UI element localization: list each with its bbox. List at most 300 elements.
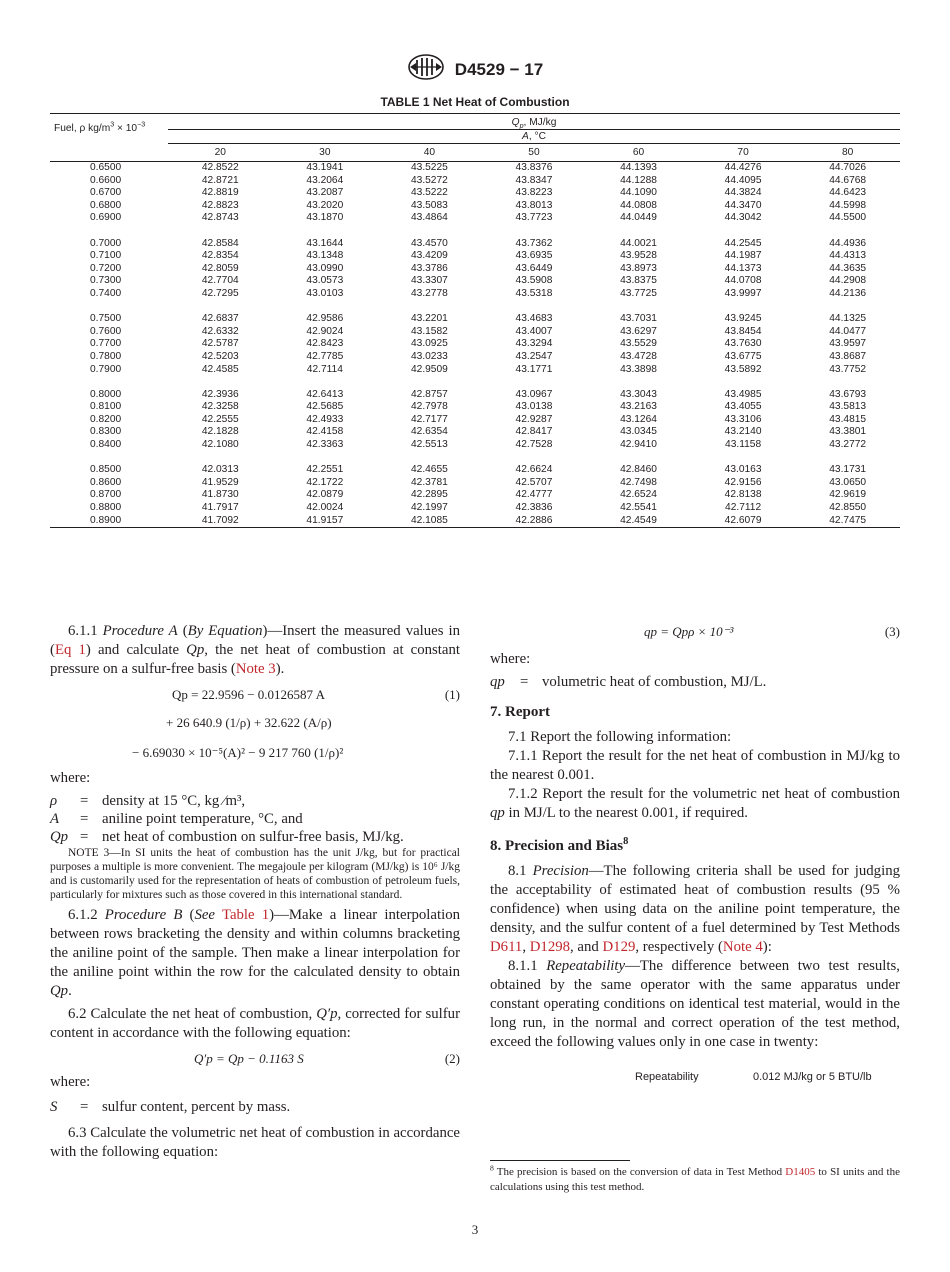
qp-cell: 43.2163: [620, 401, 657, 413]
qp-cell: 42.2551: [306, 464, 344, 476]
eq3-number: (3): [884, 624, 900, 639]
qp-cell: 44.0449: [620, 212, 657, 224]
qp-cell: 44.0477: [829, 325, 867, 337]
qp-cell: 42.2895: [410, 489, 448, 501]
qp-cell: 43.8687: [829, 350, 867, 362]
qp-cell: 42.5707: [515, 476, 553, 488]
qp-cell: 43.5908: [515, 275, 553, 287]
table-row: [50, 338, 900, 351]
qp-cell: 43.3307: [410, 275, 448, 287]
eq1-number: (1): [444, 687, 460, 702]
qp-cell: 43.1644: [306, 237, 344, 249]
footnote-divider: [490, 1160, 630, 1161]
qp-cell: 43.0163: [724, 464, 762, 476]
qp-cell: 43.1870: [306, 212, 344, 224]
qp-cell: 42.2886: [515, 514, 553, 526]
qp-cell: 43.0967: [515, 388, 553, 400]
qp-cell: 44.6768: [829, 174, 867, 186]
qp-cell: 43.2087: [306, 187, 344, 199]
table-row: [50, 275, 900, 288]
table-row: [50, 477, 900, 490]
density-cell: 0.8000: [90, 388, 122, 400]
qp-cell: 43.4864: [410, 212, 448, 224]
qp-cell: 44.1393: [620, 162, 657, 173]
qp-cell: 44.1373: [724, 262, 762, 274]
qp-cell: 44.2908: [829, 275, 867, 287]
qp-cell: 43.8376: [515, 162, 553, 173]
qp-cell: 42.4655: [410, 464, 448, 476]
qp-cell: 43.5225: [410, 162, 448, 173]
qp-cell: 44.3470: [724, 199, 762, 211]
qp-cell: 42.8460: [620, 464, 657, 476]
density-cell: 0.7600: [90, 325, 122, 337]
qp-cell: 42.7704: [201, 275, 239, 287]
qp-cell: 42.8823: [201, 199, 239, 211]
qp-cell: 42.9287: [515, 413, 553, 425]
definition-sym: A: [50, 811, 60, 827]
qp-cell: 43.2140: [724, 426, 762, 438]
qp-cell: 43.2547: [515, 350, 553, 362]
qp-cell: 43.4985: [724, 388, 762, 400]
density-cell: 0.8100: [90, 401, 122, 413]
density-cell: 0.7700: [90, 338, 122, 350]
d129-link[interactable]: D129: [602, 939, 636, 955]
astm-logo-icon: [407, 54, 445, 85]
qp-cell: 43.8375: [620, 275, 657, 287]
qp-cell: 42.7528: [515, 439, 553, 451]
qp-cell: 42.6354: [410, 426, 448, 438]
qp-header: $Q_p$, MJ/kg: [168, 114, 900, 130]
qp-cell: 43.3106: [724, 413, 762, 425]
density-cell: 0.8900: [90, 514, 122, 526]
qp-cell: 42.6413: [306, 388, 344, 400]
repeatability-value: 0.012 MJ/kg or 5 BTU/lb: [753, 1071, 872, 1083]
qp-cell: 43.5813: [829, 401, 867, 413]
density-cell: 0.6500: [90, 162, 122, 173]
qp-cell: 42.9586: [306, 313, 344, 325]
qp-cell: 42.7785: [306, 350, 344, 362]
qp-cell: 42.6332: [201, 325, 239, 337]
qp-cell: 43.4683: [515, 313, 553, 325]
qp-cell: 42.6524: [620, 489, 657, 501]
qp-cell: 43.3043: [620, 388, 657, 400]
density-cell: 0.8700: [90, 489, 122, 501]
qp-cell: 42.1997: [410, 502, 448, 514]
repeatability-line: [490, 1068, 900, 1087]
density-cell: 0.8400: [90, 439, 122, 451]
qp-cell: 43.5222: [410, 187, 448, 199]
qp-cell: 42.7177: [410, 413, 448, 425]
qp-cell: 43.0990: [306, 262, 344, 274]
qp-cell: 42.5203: [201, 350, 239, 362]
qp-cell: 44.4313: [829, 250, 867, 262]
qp-cell: 44.3042: [724, 212, 762, 224]
density-cell: 0.7200: [90, 262, 122, 274]
qp-cell: 43.0233: [410, 350, 448, 362]
qp-cell: 43.1158: [725, 439, 762, 451]
page-number: 3: [471, 1222, 479, 1237]
qp-cell: 43.4209: [410, 250, 448, 262]
definition-eq: =: [80, 811, 89, 827]
table-row: [50, 313, 900, 326]
qp-cell: 42.8757: [410, 388, 448, 400]
para-8-1: 8.1 Precision—The following criteria shall be used for judging the acceptability of estimated heat of combustion results (95 % confidence) when using data on the aniline point temperature, the density, and the sulfur content of a fuel determined by Test Methods D611, D1298, and D129, respectively (Note 4):: [490, 863, 900, 955]
designation: D4529 − 17: [454, 59, 544, 79]
qp-cell: 43.2778: [410, 287, 448, 299]
qp-cell: 42.2555: [201, 413, 239, 425]
qp-cell: 44.3824: [724, 187, 762, 199]
qp-cell: 43.8973: [620, 262, 657, 274]
definition-sym: Qp: [50, 829, 69, 845]
density-cell: 0.6800: [90, 199, 122, 211]
table-row: [50, 351, 900, 364]
qp-cell: 42.8354: [201, 250, 239, 262]
qp-cell: 43.0103: [306, 287, 344, 299]
page-header: [0, 54, 950, 85]
density-cell: 0.7500: [90, 313, 122, 325]
density-cell: 0.7300: [90, 275, 122, 287]
qp-cell: 42.8138: [724, 489, 762, 501]
qp-cell: 43.0650: [829, 476, 867, 488]
qp-cell: 43.5892: [724, 363, 762, 375]
table1-link[interactable]: Table 1: [221, 907, 270, 923]
d1298-link[interactable]: D1298: [529, 939, 571, 955]
d1405-link[interactable]: D1405: [785, 1166, 816, 1178]
qp-cell: 44.2545: [724, 237, 762, 249]
qp-cell: 42.8743: [201, 212, 239, 224]
eq2-number: (2): [444, 1051, 460, 1066]
qp-cell: 43.5529: [620, 338, 657, 350]
qp-cell: 41.9529: [201, 476, 239, 488]
definition-eq: =: [80, 829, 89, 845]
qp-cell: 43.8013: [515, 199, 553, 211]
temp-header-40: 40: [423, 147, 436, 158]
qp-cell: 43.0345: [620, 426, 657, 438]
qp-cell: 42.5541: [620, 502, 657, 514]
qp-cell: 44.0808: [620, 199, 657, 211]
definition-qp: qp = volumetric heat of combustion, MJ/L.: [490, 674, 767, 690]
heat-table: [50, 113, 900, 528]
qp-cell: 44.1325: [829, 313, 867, 325]
density-cell: 0.6700: [90, 187, 122, 199]
qp-cell: 44.4936: [829, 237, 867, 249]
definition-eq: =: [80, 793, 89, 809]
definition-s: S = sulfur content, percent by mass.: [50, 1099, 291, 1115]
temp-header-80: 80: [842, 147, 854, 158]
table-title: TABLE 1 Net Heat of Combustion: [380, 95, 570, 109]
qp-cell: 43.2064: [306, 174, 344, 186]
qp-cell: 44.7026: [829, 162, 867, 173]
qp-cell: 44.3635: [829, 262, 867, 274]
density-cell: 0.8600: [90, 476, 122, 488]
density-cell: 0.6600: [90, 174, 122, 186]
qp-cell: 42.7295: [201, 287, 239, 299]
qp-cell: 42.6837: [201, 313, 239, 325]
qp-cell: 43.1348: [306, 250, 344, 262]
qp-cell: 43.6935: [515, 250, 553, 262]
eq1-link[interactable]: Eq 1: [54, 642, 86, 658]
qp-cell: 42.8417: [515, 426, 553, 438]
density-cell: 0.7400: [90, 287, 122, 299]
table-row: [50, 326, 900, 339]
qp-cell: 44.1987: [724, 250, 762, 262]
qp-cell: 42.3836: [515, 502, 553, 514]
qp-cell: 43.9597: [829, 338, 867, 350]
para-6-1-1: 6.1.1 Procedure A (By Equation)—Insert the measured values in (Eq 1) and calculate Qp, the net heat of combustion at constant pressure on a sulfur-free basis (Note 3).: [50, 623, 460, 677]
qp-cell: 44.1288: [620, 174, 657, 186]
para-6-2: 6.2 Calculate the net heat of combustion, Q′p, corrected for sulfur content in accordance with the following equation:: [50, 1006, 460, 1041]
definitions-1: [50, 792, 460, 846]
density-cell: 0.6900: [90, 212, 122, 224]
footnote-8: $^8$ The precision is based on the conversion of data in Test Method D1405 to SI units and the calculations using this test method.: [490, 1163, 900, 1193]
qp-cell: 42.3781: [410, 476, 448, 488]
equation-2: [50, 1043, 460, 1073]
qp-cell: 43.1264: [620, 413, 657, 425]
density-cell: 0.8300: [90, 426, 122, 438]
qp-cell: 43.1731: [829, 464, 867, 476]
qp-cell: 43.3294: [515, 338, 553, 350]
qp-cell: 44.6423: [829, 187, 867, 199]
qp-cell: 41.7917: [201, 502, 239, 514]
table-row: [50, 263, 900, 276]
density-cell: 0.8200: [90, 413, 122, 425]
table-row: [50, 389, 900, 402]
table-row: [50, 515, 900, 528]
qp-cell: 42.4933: [306, 413, 344, 425]
temp-header-30: 30: [319, 147, 331, 158]
definition-item: [50, 810, 460, 828]
qp-cell: 43.9245: [724, 313, 762, 325]
definition-text: net heat of combustion on sulfur-free basis, MJ/kg.: [102, 829, 404, 845]
qp-cell: 42.9410: [620, 439, 657, 451]
note3-link[interactable]: Note 3: [235, 661, 276, 677]
qp-cell: 43.5318: [515, 287, 553, 299]
density-cell: 0.7100: [90, 250, 122, 262]
left-column: [50, 622, 460, 1162]
qp-cell: 43.0925: [410, 338, 448, 350]
qp-cell: 42.8721: [201, 174, 239, 186]
qp-cell: 43.0138: [515, 401, 553, 413]
where-2: where:: [50, 1074, 91, 1090]
qp-cell: 42.4585: [201, 363, 239, 375]
definition-sym: ρ: [50, 793, 58, 809]
density-cell: 0.7000: [90, 237, 122, 249]
eq1-line3: − 6.69030 × 10⁻⁵(A)² − 9 217 760 (1/ρ)²: [132, 745, 344, 760]
qp-cell: 43.2020: [306, 199, 344, 211]
temp-header-70: 70: [737, 147, 749, 158]
qp-cell: 44.4276: [724, 162, 762, 173]
qp-cell: 43.1582: [410, 325, 448, 337]
qp-cell: 43.4007: [515, 325, 553, 337]
qp-cell: 42.0024: [306, 502, 344, 514]
density-cell: 0.7900: [90, 363, 122, 375]
table-row: [50, 200, 900, 213]
qp-cell: 42.7978: [410, 401, 448, 413]
eq2-body: Q′p = Qp − 0.1163 S: [194, 1051, 304, 1066]
temp-header-20: 20: [214, 147, 226, 158]
qp-cell: 42.6079: [724, 514, 762, 526]
table-row: [50, 162, 900, 175]
density-cell: 0.8800: [90, 502, 122, 514]
qp-cell: 42.9156: [724, 476, 762, 488]
qp-cell: 42.7112: [725, 502, 762, 514]
qp-cell: 43.6297: [620, 325, 657, 337]
qp-cell: 44.1090: [620, 187, 657, 199]
eq1-line1: Qp = 22.9596 − 0.0126587 A: [172, 687, 325, 702]
qp-cell: 42.4158: [306, 426, 344, 438]
definition-text: density at 15 °C, kg ⁄m³,: [102, 793, 246, 809]
table-row: [50, 401, 900, 414]
qp-cell: 42.7498: [620, 476, 657, 488]
qp-cell: 43.6449: [515, 262, 553, 274]
qp-cell: 42.9509: [410, 363, 448, 375]
qp-cell: 42.0313: [201, 464, 239, 476]
qp-cell: 44.5998: [829, 199, 867, 211]
para-6-1-2: 6.1.2 Procedure B (See Table 1)—Make a linear interpolation between rows bracketing the density and within columns bracketing the aniline point of the sample. Then make a linear interpolation for the aniline point within the row for the calculated density to obtain Qp.: [50, 907, 460, 999]
qp-cell: 43.1771: [515, 363, 553, 375]
definition-item: [50, 792, 460, 810]
qp-cell: 42.0879: [306, 489, 344, 501]
qp-cell: 43.2201: [410, 313, 448, 325]
group-spacer: [50, 301, 900, 314]
table-row: [50, 364, 900, 377]
table-row: [50, 489, 900, 502]
equation-1: [50, 679, 460, 707]
table-row: [50, 288, 900, 301]
qp-cell: 43.3898: [620, 363, 657, 375]
qp-cell: 43.1941: [306, 162, 344, 173]
qp-cell: 43.9997: [724, 287, 762, 299]
para-7-1-1: 7.1.1 Report the result for the net heat of combustion in MJ/kg to the nearest 0.001.: [490, 748, 900, 783]
qp-cell: 42.3936: [201, 388, 239, 400]
qp-cell: 43.3786: [410, 262, 448, 274]
table-row: [50, 464, 900, 477]
table-row: [50, 502, 900, 515]
blank-header-cell: [50, 144, 168, 162]
qp-cell: 42.3363: [306, 439, 344, 451]
qp-cell: 43.8454: [724, 325, 762, 337]
qp-cell: 42.8059: [201, 262, 239, 274]
qp-cell: 44.0021: [620, 237, 657, 249]
eq1-line3-wrap: [50, 737, 460, 769]
qp-cell: 42.9024: [306, 325, 344, 337]
qp-cell: 43.9528: [620, 250, 657, 262]
qp-cell: 42.9619: [829, 489, 867, 501]
density-cell: 0.8500: [90, 464, 122, 476]
table-row: [50, 175, 900, 188]
d611-link[interactable]: D611: [490, 939, 523, 955]
qp-cell: 42.7475: [829, 514, 867, 526]
table-row: [50, 426, 900, 439]
qp-cell: 42.8522: [201, 162, 239, 173]
density-cell: 0.7800: [90, 350, 122, 362]
qp-cell: 43.8347: [515, 174, 553, 186]
qp-cell: 43.4055: [724, 401, 762, 413]
qp-cell: 41.7092: [201, 514, 239, 526]
para-7-1-2: 7.1.2 Report the result for the volumetric net heat of combustion qp in MJ/L to the nearest 0.001, if required.: [490, 786, 900, 821]
qp-cell: 43.4815: [829, 413, 867, 425]
qp-cell: 44.5500: [829, 212, 867, 224]
para-7-1: 7.1 Report the following information:: [508, 729, 732, 745]
qp-cell: 43.5083: [410, 199, 448, 211]
qp-cell: 43.2772: [829, 439, 867, 451]
qp-cell: 41.8730: [201, 489, 239, 501]
qp-cell: 43.7362: [515, 237, 553, 249]
a-header: A, °C: [168, 130, 900, 144]
qp-cell: 44.4095: [724, 174, 762, 186]
qp-cell: 42.7114: [306, 363, 343, 375]
table-row: [50, 238, 900, 251]
qp-cell: 44.0708: [724, 275, 762, 287]
qp-cell: 43.4570: [410, 237, 448, 249]
eq1-line2: + 26 640.9 (1/ρ) + 32.622 (A/ρ): [166, 715, 332, 730]
qp-cell: 43.4728: [620, 350, 657, 362]
where-3: where:: [490, 651, 531, 667]
table-row: [50, 414, 900, 427]
note-3: NOTE 3—In SI units the heat of combustion has the unit J/kg, but for practical purposes a multiple is more convenient. The megajoule per kilogram (MJ/kg) is 10⁶ J/kg and is customarily used for the representation of heats of combustion of petroleum fuels, particularly for mixtures such as those covered in this international standard.: [50, 847, 460, 901]
para-8-1-1: 8.1.1 Repeatability—The difference between two test results, obtained by the same operator with the same apparatus under constant operating conditions on identical test material, would in the long run, in the normal and correct operation of the test method, exceed the following values only in one case in twenty:: [490, 958, 900, 1050]
qp-cell: 43.0573: [306, 275, 344, 287]
qp-cell: 42.8423: [306, 338, 344, 350]
qp-cell: 41.9157: [306, 514, 344, 526]
qp-cell: 43.7630: [724, 338, 762, 350]
right-column: [490, 622, 900, 1087]
definition-item: [50, 828, 460, 846]
qp-cell: 42.6624: [515, 464, 553, 476]
qp-cell: 43.3801: [829, 426, 867, 438]
qp-cell: 43.7723: [515, 212, 553, 224]
equation-3: [490, 622, 900, 650]
repeatability-label: Repeatability: [635, 1071, 699, 1083]
qp-cell: 42.1828: [201, 426, 239, 438]
temp-header-60: 60: [632, 147, 645, 158]
table-row: [50, 250, 900, 263]
qp-cell: 42.4777: [515, 489, 553, 501]
eq3-body: qp = Qpρ × 10⁻³: [644, 624, 734, 639]
qp-cell: 42.1722: [306, 476, 344, 488]
temp-header-50: 50: [528, 147, 540, 158]
qp-cell: 43.7031: [620, 313, 657, 325]
definition-text: aniline point temperature, °C, and: [102, 811, 303, 827]
qp-cell: 42.1085: [410, 514, 448, 526]
qp-cell: 42.8550: [829, 502, 867, 514]
para-6-3: 6.3 Calculate the volumetric net heat of combustion in accordance with the following equation:: [50, 1125, 460, 1160]
where-1: where:: [50, 770, 91, 786]
qp-cell: 42.1080: [201, 439, 239, 451]
group-spacer: [50, 225, 900, 238]
qp-cell: 42.8584: [201, 237, 239, 249]
qp-cell: 43.8223: [515, 187, 553, 199]
qp-cell: 43.7752: [829, 363, 867, 375]
qp-cell: 42.8819: [201, 187, 239, 199]
fuel-header: Fuel, ρ $kg/m^3 \times 10^{-3}$: [54, 120, 146, 135]
qp-cell: 42.4549: [620, 514, 657, 526]
section-8-heading: 8. Precision and Bias$^8$: [490, 836, 629, 854]
qp-cell: 43.6775: [724, 350, 762, 362]
table-row: [50, 187, 900, 200]
qp-cell: 43.7725: [620, 287, 657, 299]
qp-cell: 43.5272: [410, 174, 448, 186]
table-row: [50, 212, 900, 225]
qp-cell: 44.2136: [829, 287, 867, 299]
eq1-line2-wrap: [50, 707, 460, 737]
qp-cell: 42.5513: [410, 439, 448, 451]
group-spacer: [50, 376, 900, 389]
qp-cell: 42.5787: [201, 338, 239, 350]
note4-link[interactable]: Note 4: [722, 939, 763, 955]
qp-cell: 43.6793: [829, 388, 867, 400]
section-7-heading: 7. Report: [490, 704, 550, 720]
